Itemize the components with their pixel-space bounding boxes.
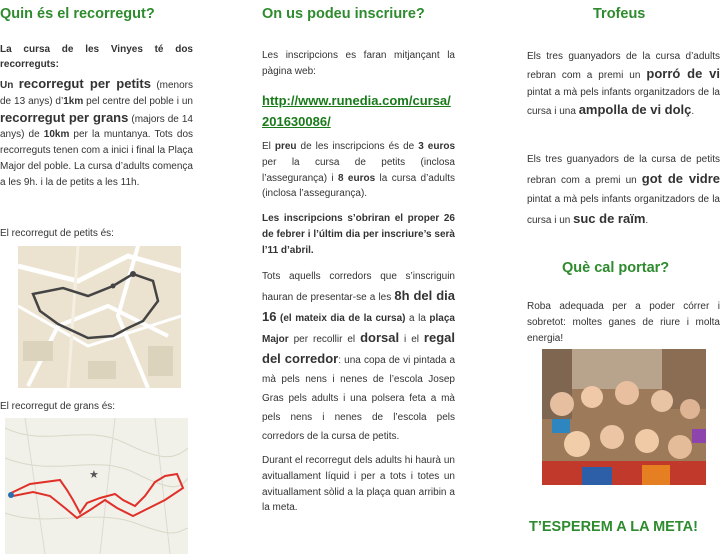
trophies-title: Trofeus [593, 6, 646, 22]
route-title: Quin és el recorregut? [0, 6, 155, 22]
refreshment-paragraph: Durant el recorregut dels adults hi haurà un avituallament líquid i per a tots i totes un avituallament sòlid a la plaça quan arribin a la meta. [262, 455, 455, 514]
big-route-map [5, 418, 188, 554]
registration-dates: Les inscripcions s’obriran el proper 26 de febrer i l’últim dia per inscriure’s serà l’11 d’abril. [262, 213, 455, 256]
registration-intro: Les inscripcions es faran mitjançant la pàgina web: [262, 50, 455, 77]
what-to-bring-text: Roba adequada per a poder córrer i sobretot: moltes ganes de riure i molta energia! [527, 301, 720, 344]
what-to-bring-title: Què cal portar? [562, 260, 670, 276]
registration-title: On us podeu inscriure? [262, 6, 425, 22]
group-photo [542, 349, 706, 485]
small-route-caption: El recorregut de petits és: [0, 228, 114, 239]
registration-link[interactable]: http://www.runedia.com/cursa/201630086/ [262, 93, 451, 129]
bib-pickup-paragraph: Tots aquells corredors que s’inscriguin hauran de presentar-se a les 8h del dia 16 (el mateix dia de la cursa) a la plaça Major per recollir el dorsal i el regal del corredor: una copa de vi pintada a mà pels nens i nenes de l’escola Josep Gras pels adults i una polsera feta a mà pels nens i nenes de l’escola pels corredors de la cursa de petits. [262, 271, 456, 442]
kids-prizes: Els tres guanyadors de la cursa de petits rebran com a premi un got de vidre pintat a mà pels infants organitzadors de la cursa i un suc de raïm. [527, 154, 720, 226]
adult-prizes: Els tres guanyadors de la cursa d’adults rebran com a premi un porró de vi pintat a mà pels infants organitzadors de la cursa i una ampolla de vi dolç. [527, 51, 720, 117]
route-intro: La cursa de les Vinyes té dos recorreguts: [0, 44, 193, 70]
route-description: Un recorregut per petits (menors de 13 anys) d’1km pel centre del poble i un recorregut per grans (majors de 14 anys) de 10km per la muntanya. Tots dos recorreguts tenen com a inici i final la Plaça Major del poble. La cursa d’adults comença a les 9h. i la de petits a les 11h. [0, 76, 194, 188]
big-route-caption: El recorregut de grans és: [0, 401, 116, 412]
price-paragraph: El preu de les inscripcions és de 3 euros per la cursa de petits (inclosa l’assegurança) i 8 euros la cursa d’adults (inclosa l’assegurança). [262, 141, 456, 200]
svg-text:★: ★ [89, 468, 99, 481]
small-route-map [18, 246, 181, 388]
see-you-at-finish: T’ESPEREM A LA META! [529, 519, 698, 535]
